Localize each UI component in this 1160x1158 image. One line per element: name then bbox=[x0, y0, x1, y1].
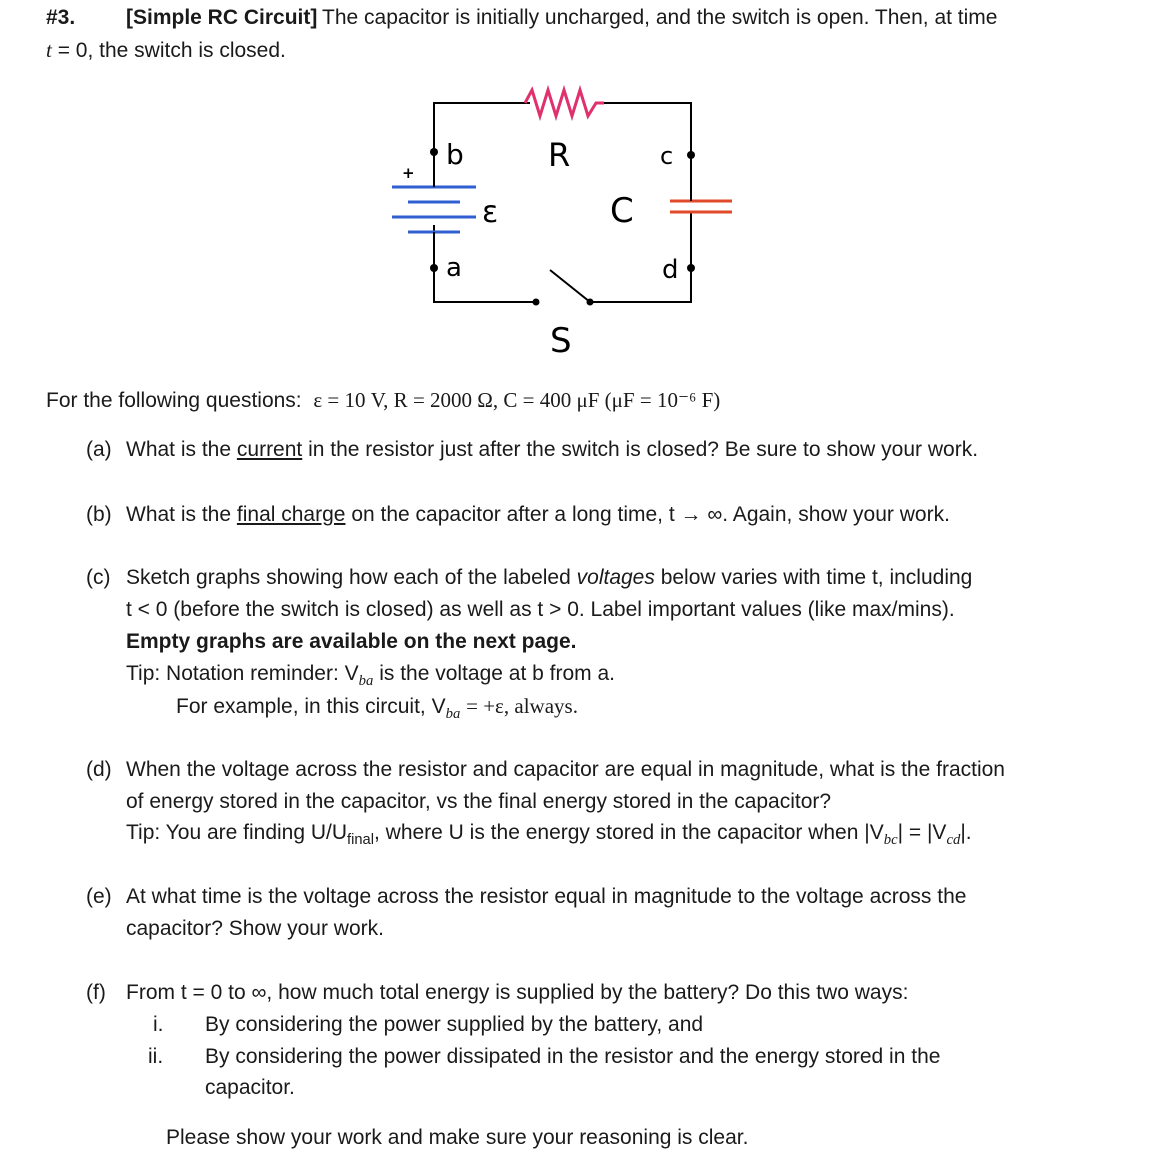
label-R: R bbox=[548, 136, 571, 174]
question-f-i-text: By considering the power supplied by the battery, and bbox=[205, 1013, 704, 1036]
label-c: c bbox=[660, 142, 674, 170]
question-e-line1: At what time is the voltage across the resistor equal in magnitude to the voltage across the bbox=[126, 885, 967, 908]
problem-intro-line1: The capacitor is initially uncharged, and the switch is open. Then, at time bbox=[322, 6, 998, 29]
switch-left-dot bbox=[533, 299, 540, 306]
label-emf: ε bbox=[482, 195, 499, 230]
problem-intro-line2: t = 0, the switch is closed. bbox=[46, 38, 286, 62]
question-c-line2: t < 0 (before the switch is closed) as well as t > 0. Label important values (like max/mins). bbox=[126, 598, 955, 621]
label-C: C bbox=[610, 191, 634, 231]
question-c-tip: Tip: Notation reminder: $V_{ba}$ is the voltage at b from a. bbox=[126, 662, 615, 690]
node-c-dot bbox=[687, 151, 695, 159]
question-e-line2: capacitor? Show your work. bbox=[126, 917, 384, 940]
rc-circuit-diagram bbox=[380, 80, 760, 360]
question-a-label: (a) bbox=[86, 438, 112, 461]
problem-title: [Simple RC Circuit] bbox=[126, 6, 318, 29]
question-d-line2: of energy stored in the capacitor, vs the final energy stored in the capacitor? bbox=[126, 790, 832, 813]
question-b-text: What is the final charge on the capacitor after a long time, t → ∞. Again, show your work. bbox=[126, 503, 950, 526]
question-d-label: (d) bbox=[86, 758, 112, 781]
question-e-label: (e) bbox=[86, 885, 112, 908]
question-d-line1: When the voltage across the resistor and capacitor are equal in magnitude, what is the fraction bbox=[126, 758, 1005, 781]
question-f-i-label: i. bbox=[153, 1013, 164, 1036]
question-d-tip: Tip: You are finding $U/U_{final}$, where U is the energy stored in the capacitor when $|V_{bc}| = |V_{cd}|$. bbox=[126, 821, 972, 849]
question-f-line1: From t = 0 to ∞, how much total energy is supplied by the battery? Do this two ways: bbox=[126, 981, 909, 1004]
question-f-label: (f) bbox=[86, 981, 106, 1004]
given-values: For the following questions: ε = 10 V, R = 2000 Ω, C = 400 μF (μF = 10⁻⁶ F) bbox=[46, 388, 721, 412]
question-c-line1: Sketch graphs showing how each of the labeled voltages below varies with time t, including bbox=[126, 566, 973, 589]
label-a: a bbox=[446, 253, 462, 283]
label-d: d bbox=[662, 255, 679, 285]
question-c-line3: Empty graphs are available on the next page. bbox=[126, 630, 577, 653]
question-c-example: For example, in this circuit, $V_{ba} = +\varepsilon$, always. bbox=[176, 694, 578, 723]
wire-top-right bbox=[602, 103, 691, 192]
question-b-label: (b) bbox=[86, 503, 112, 526]
closing-instruction: Please show your work and make sure your reasoning is clear. bbox=[166, 1126, 749, 1149]
node-b-dot bbox=[430, 148, 438, 156]
question-f-ii-text1: By considering the power dissipated in the resistor and the energy stored in the bbox=[205, 1045, 941, 1068]
question-f-ii-text2: capacitor. bbox=[205, 1076, 295, 1099]
node-d-dot bbox=[687, 264, 695, 272]
question-f-ii-label: ii. bbox=[148, 1045, 164, 1068]
label-plus: + bbox=[402, 164, 415, 182]
label-S: S bbox=[550, 321, 572, 360]
capacitor-symbol bbox=[670, 192, 732, 212]
problem-number: #3. bbox=[46, 6, 76, 29]
label-b: b bbox=[446, 138, 464, 171]
switch-blade bbox=[550, 270, 590, 302]
switch-right-dot bbox=[587, 299, 594, 306]
resistor-zigzag bbox=[525, 90, 604, 116]
question-c-label: (c) bbox=[86, 566, 111, 589]
question-a-text: What is the current in the resistor just after the switch is closed? Be sure to show your work. bbox=[126, 438, 979, 461]
node-a-dot bbox=[430, 264, 438, 272]
